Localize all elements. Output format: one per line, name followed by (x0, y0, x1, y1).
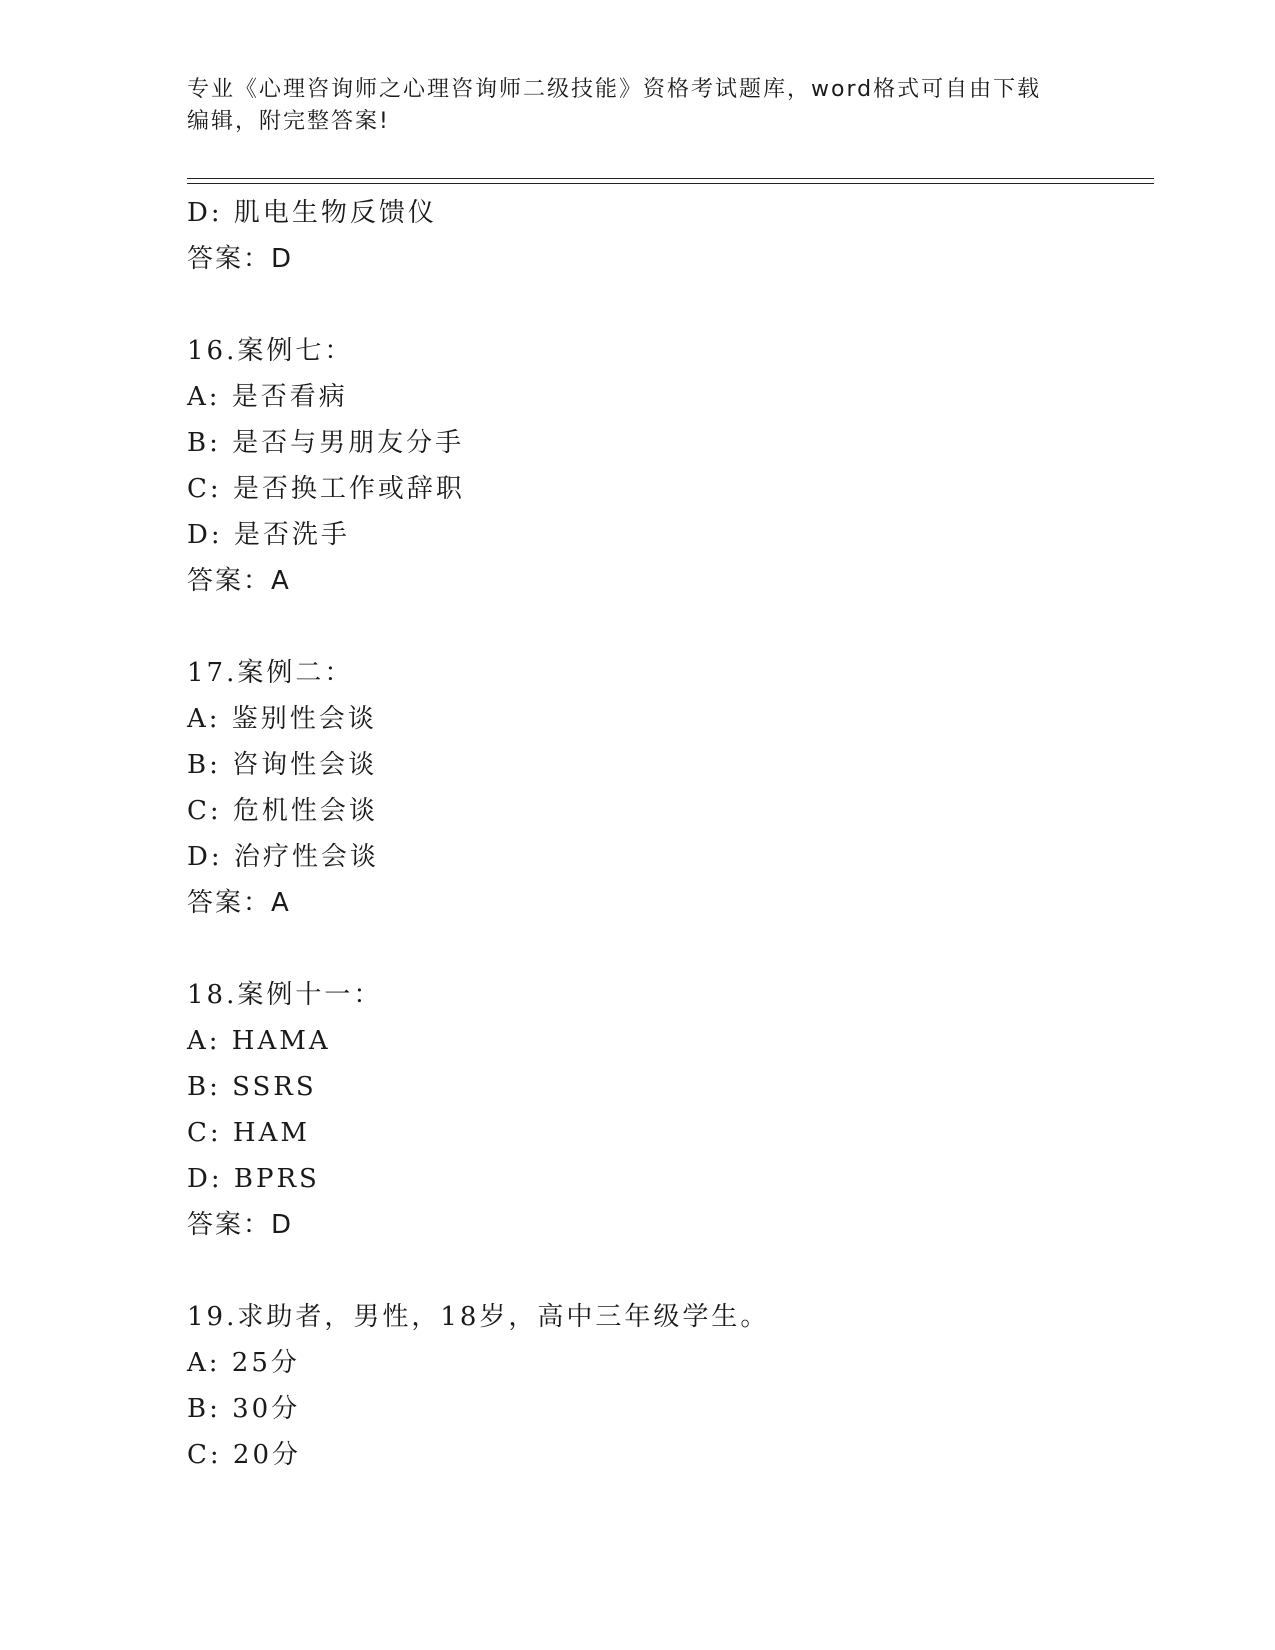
option-c: C: 危机性会谈 (187, 796, 378, 826)
question-18 (187, 972, 1147, 1248)
question-stem: 17.案例二： (187, 658, 354, 688)
spacer (187, 282, 1147, 328)
spacer (187, 604, 1147, 650)
option-b: B: SSRS (187, 1072, 317, 1102)
question-stem: 19.求助者，男性，18岁，高中三年级学生。 (187, 1302, 770, 1332)
option-d: D: 是否洗手 (187, 520, 350, 550)
question-stem: 16.案例七： (187, 336, 354, 366)
answer-line: 答案：D (187, 244, 294, 274)
question-stem: 18.案例十一： (187, 980, 383, 1010)
option-c: C: 是否换工作或辞职 (187, 474, 465, 504)
option-d: D: 治疗性会谈 (187, 842, 379, 872)
spacer (187, 926, 1147, 972)
option-b: B: 30分 (187, 1394, 301, 1424)
header-divider-bottom (187, 183, 1154, 184)
option-c: C: HAM (187, 1118, 310, 1148)
option-c: C: 20分 (187, 1440, 302, 1470)
answer-line: 答案：A (187, 888, 291, 918)
option-d: D: 肌电生物反馈仪 (187, 198, 437, 228)
question-17 (187, 650, 1147, 926)
option-b: B: 是否与男朋友分手 (187, 428, 465, 458)
document-header (187, 74, 1067, 138)
answer-line: 答案：D (187, 1210, 294, 1240)
header-line-1: 专业《心理咨询师之心理咨询师二级技能》资格考试题库，word格式可自由下载 (187, 77, 1042, 102)
question-19 (187, 1294, 1147, 1478)
option-a: A: HAMA (187, 1026, 331, 1056)
option-a: A: 是否看病 (187, 382, 348, 412)
answer-line: 答案：A (187, 566, 291, 596)
header-divider-top (187, 178, 1154, 179)
option-a: A: 鉴别性会谈 (187, 704, 377, 734)
question-list (187, 190, 1147, 1478)
option-a: A: 25分 (187, 1348, 300, 1378)
header-line-2: 编辑，附完整答案! (187, 109, 390, 134)
option-b: B: 咨询性会谈 (187, 750, 378, 780)
option-d: D: BPRS (187, 1164, 320, 1194)
question-16 (187, 328, 1147, 604)
spacer (187, 1248, 1147, 1294)
